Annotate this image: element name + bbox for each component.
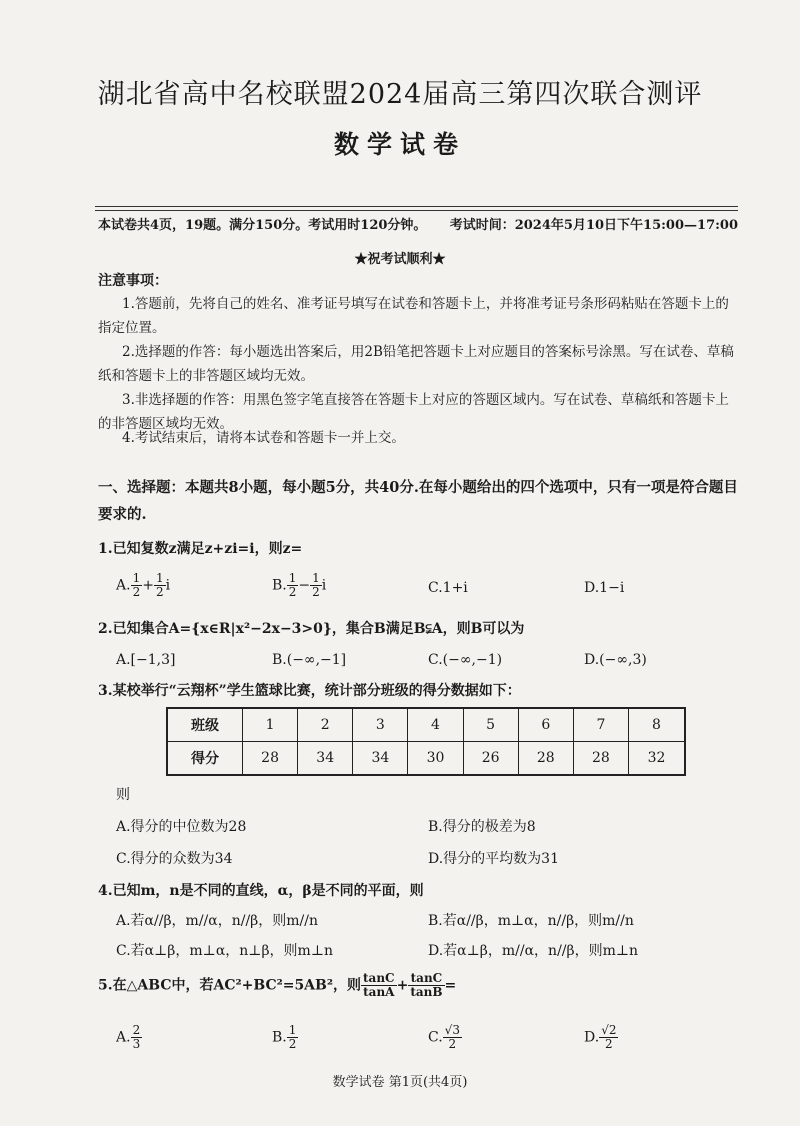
table-header-cell: 得分 <box>167 742 243 776</box>
question-4-option-d: D.若α⊥β，m//α，n//β，则m⊥n <box>428 943 639 959</box>
question-4-option-c: C.若α⊥β，m⊥α，n⊥β，则m⊥n <box>116 943 334 959</box>
table-header-cell: 班级 <box>167 708 243 742</box>
fraction: $\frac{1}{2}$ <box>288 571 297 599</box>
notice-item-3: 3.非选择题的作答：用黑色签字笔直接答在答题卡上对应的答题区域内。写在试卷、草稿纸和答题卡上的非答题区域均无效。 <box>98 392 729 432</box>
fraction: $\frac{2}{3}$ <box>132 1023 141 1051</box>
table-cell: 30 <box>408 742 463 776</box>
notice-item-1: 1.答题前，先将自己的姓名、准考证号填写在试卷和答题卡上，并将准考证号条形码粘贴在答题卡上的指定位置。 <box>98 296 729 336</box>
table-cell: 6 <box>518 708 573 742</box>
table-cell: 28 <box>518 742 573 776</box>
fraction: $\frac{1}{2}$ <box>132 571 141 599</box>
question-2-option-a: A.[−1,3] <box>116 652 176 668</box>
blessing: ★祝考试顺利★ <box>354 252 446 267</box>
notice-title: 注意事项： <box>98 273 168 289</box>
question-1-option-b: B. $\frac{1}{2}$ − $\frac{1}{2}$ i <box>272 571 327 599</box>
question-3-then: 则 <box>116 787 130 803</box>
question-3-stem: 3.某校举行“云翔杯”学生篮球比赛，统计部分班级的得分数据如下： <box>98 683 521 699</box>
header-rule-top <box>95 206 738 207</box>
table-row <box>167 708 685 742</box>
question-2-stem: 2.已知集合A={x∈R|x²−2x−3>0}，集合B满足B⫋A，则B可以为 <box>98 621 525 637</box>
fraction: $\frac{√2}{2}$ <box>601 1023 617 1051</box>
question-1-stem: 1.已知复数z满足z+zi=i，则z= <box>98 541 303 557</box>
question-1-option-d: D.1−i <box>584 580 625 596</box>
exam-subtitle: 数学试卷 <box>333 130 466 159</box>
question-3-option-b: B.得分的极差为8 <box>428 819 536 835</box>
question-1-option-a: A. $\frac{1}{2}$ + $\frac{1}{2}$ i <box>116 571 171 599</box>
fraction: $\frac{\tan C}{\tan A}$ <box>363 971 395 999</box>
table-cell: 5 <box>463 708 518 742</box>
question-3-option-a: A.得分的中位数为28 <box>116 819 247 835</box>
fraction: $\frac{√3}{2}$ <box>444 1023 460 1051</box>
notice-item-4: 4.考试结束后，请将本试卷和答题卡一并上交。 <box>122 430 405 446</box>
table-cell: 3 <box>353 708 408 742</box>
fraction: $\frac{1}{2}$ <box>288 1023 297 1051</box>
exam-title: 湖北省高中名校联盟2024届高三第四次联合测评 <box>97 79 703 110</box>
section-heading: 一、选择题：本题共8小题，每小题5分，共40分.在每小题给出的四个选项中，只有一项是符合题目要求的. <box>98 479 738 523</box>
question-5-option-d: D. $\frac{√2}{2}$ <box>584 1023 617 1051</box>
question-2-option-c: C.(−∞,−1) <box>428 652 503 668</box>
table-cell: 32 <box>628 742 685 776</box>
table-cell: 26 <box>463 742 518 776</box>
question-5-stem: 5.在△ABC中，若AC²+BC²=5AB²，则 $\frac{\tan C}{\tan A}$ + $\frac{\tan C}{\tan B}$ = <box>98 971 457 999</box>
score-table <box>166 707 686 776</box>
notice-item-2: 2.选择题的作答：每小题选出答案后，用2B铅笔把答题卡上对应题目的答案标号涂黑。写在试卷、草稿纸和答题卡上的非答题区域均无效。 <box>98 344 734 384</box>
question-3-option-c: C.得分的众数为34 <box>116 851 233 867</box>
exam-time: 考试时间：2024年5月10日下午15:00—17:00 <box>449 218 738 233</box>
table-cell: 28 <box>573 742 628 776</box>
table-cell: 2 <box>298 708 353 742</box>
table-cell: 8 <box>628 708 685 742</box>
question-1-option-c: C.1+i <box>428 580 468 596</box>
question-2-option-d: D.(−∞,3) <box>584 652 647 668</box>
question-3-option-d: D.得分的平均数为31 <box>428 851 559 867</box>
question-4-option-a: A.若α//β，m//α，n//β，则m//n <box>116 913 318 929</box>
fraction: $\frac{1}{2}$ <box>155 571 164 599</box>
table-cell: 1 <box>243 708 298 742</box>
fraction: $\frac{1}{2}$ <box>312 571 320 599</box>
table-cell: 28 <box>243 742 298 776</box>
question-2-option-b: B.(−∞,−1] <box>272 652 347 668</box>
fraction: $\frac{\tan C}{\tan B}$ <box>410 971 443 999</box>
header-rule-bottom <box>95 210 738 211</box>
question-4-option-b: B.若α//β，m⊥α，n//β，则m//n <box>428 913 634 929</box>
question-5-option-a: A. $\frac{2}{3}$ <box>116 1023 141 1051</box>
table-cell: 34 <box>298 742 353 776</box>
question-4-stem: 4.已知m，n是不同的直线，α，β是不同的平面，则 <box>98 883 424 899</box>
exam-info <box>98 214 738 233</box>
exam-info-left: 本试卷共4页，19题。满分150分。考试用时120分钟。 <box>98 218 427 233</box>
table-cell: 4 <box>408 708 463 742</box>
table-cell: 7 <box>573 708 628 742</box>
question-5-option-c: C. $\frac{√3}{2}$ <box>428 1023 460 1051</box>
table-cell: 34 <box>353 742 408 776</box>
question-5-option-b: B. $\frac{1}{2}$ <box>272 1023 297 1051</box>
page-footer: 数学试卷 第1页(共4页) <box>332 1075 468 1090</box>
table-row <box>167 742 685 776</box>
